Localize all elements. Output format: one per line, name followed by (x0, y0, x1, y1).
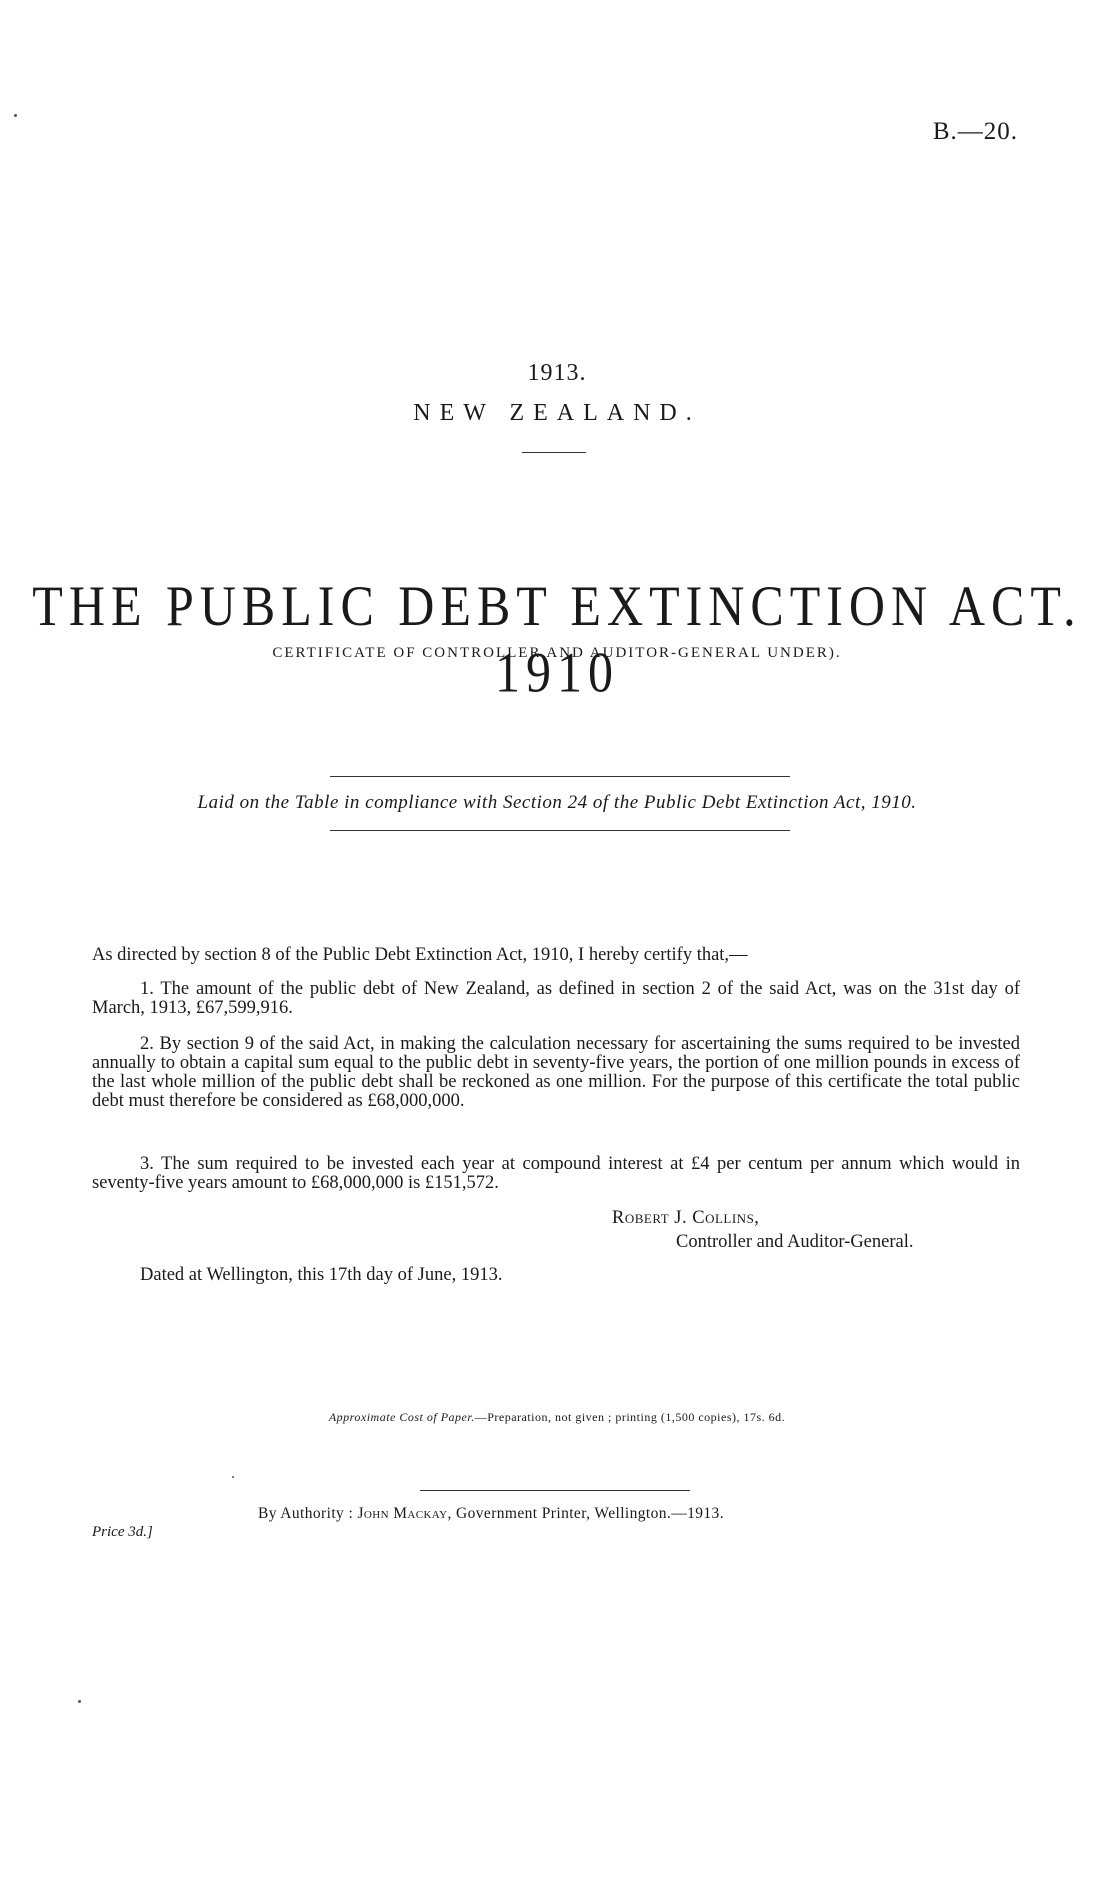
footer-rule (420, 1490, 690, 1491)
country-heading: NEW ZEALAND. (413, 400, 701, 426)
cost-of-paper (0, 1410, 1114, 1425)
short-rule (522, 452, 586, 453)
act-subtitle: CERTIFICATE OF CONTROLLER AND AUDITOR-GENERAL UNDER). (272, 645, 842, 661)
paragraph-1: 1. The amount of the public debt of New Zealand, as defined in section 2 of the said Act, was on the 31st day of March, 1913, £67,599,916. (92, 979, 1020, 1018)
bottom-rule (330, 830, 790, 831)
authority-prefix: By Authority : (258, 1505, 358, 1522)
dated-line: Dated at Wellington, this 17th day of June, 1913. (140, 1265, 503, 1285)
price-note: Price 3d.] (92, 1524, 153, 1540)
scan-speck (78, 1700, 81, 1703)
printer-name: John Mackay (357, 1505, 448, 1522)
authority-suffix: , Government Printer, Wellington.—1913. (447, 1505, 724, 1522)
printer-authority (258, 1505, 724, 1523)
laid-on-table-note: Laid on the Table in compliance with Section 24 of the Public Debt Extinction Act, 1910. (197, 792, 917, 813)
paragraph-3: 3. The sum required to be invested each year at compound interest at £4 per centum per annum which would in seventy-five years amount to £68,000,000 is £151,572. (92, 1154, 1020, 1193)
signatory-title: Controller and Auditor-General. (676, 1232, 914, 1252)
scan-speck (232, 1476, 234, 1478)
signatory-name: Robert J. Collins, (612, 1208, 760, 1228)
intro-paragraph: As directed by section 8 of the Public Debt Extinction Act, 1910, I hereby certify that,— (92, 945, 748, 965)
paragraph-2: 2. By section 9 of the said Act, in making the calculation necessary for ascertaining the sums required to be invested annually to obtain a capital sum equal to the public debt in seventy-five years, the portion of one million pounds in excess of the last whole million of the public debt shall be reckoned as one million. For the purpose of this certificate the total public debt must therefore be considered as £68,000,000. (92, 1034, 1020, 1111)
act-title: THE PUBLIC DEBT EXTINCTION ACT. 1910 (32, 573, 1082, 705)
cost-label: Approximate Cost of Paper. (328, 1410, 475, 1424)
cost-text: —Preparation, not given ; printing (1,500 copies), 17s. 6d. (474, 1410, 786, 1424)
scan-speck (14, 114, 17, 117)
document-year: 1913. (527, 360, 587, 386)
top-rule (330, 776, 790, 777)
document-reference: B.—20. (932, 118, 1018, 145)
